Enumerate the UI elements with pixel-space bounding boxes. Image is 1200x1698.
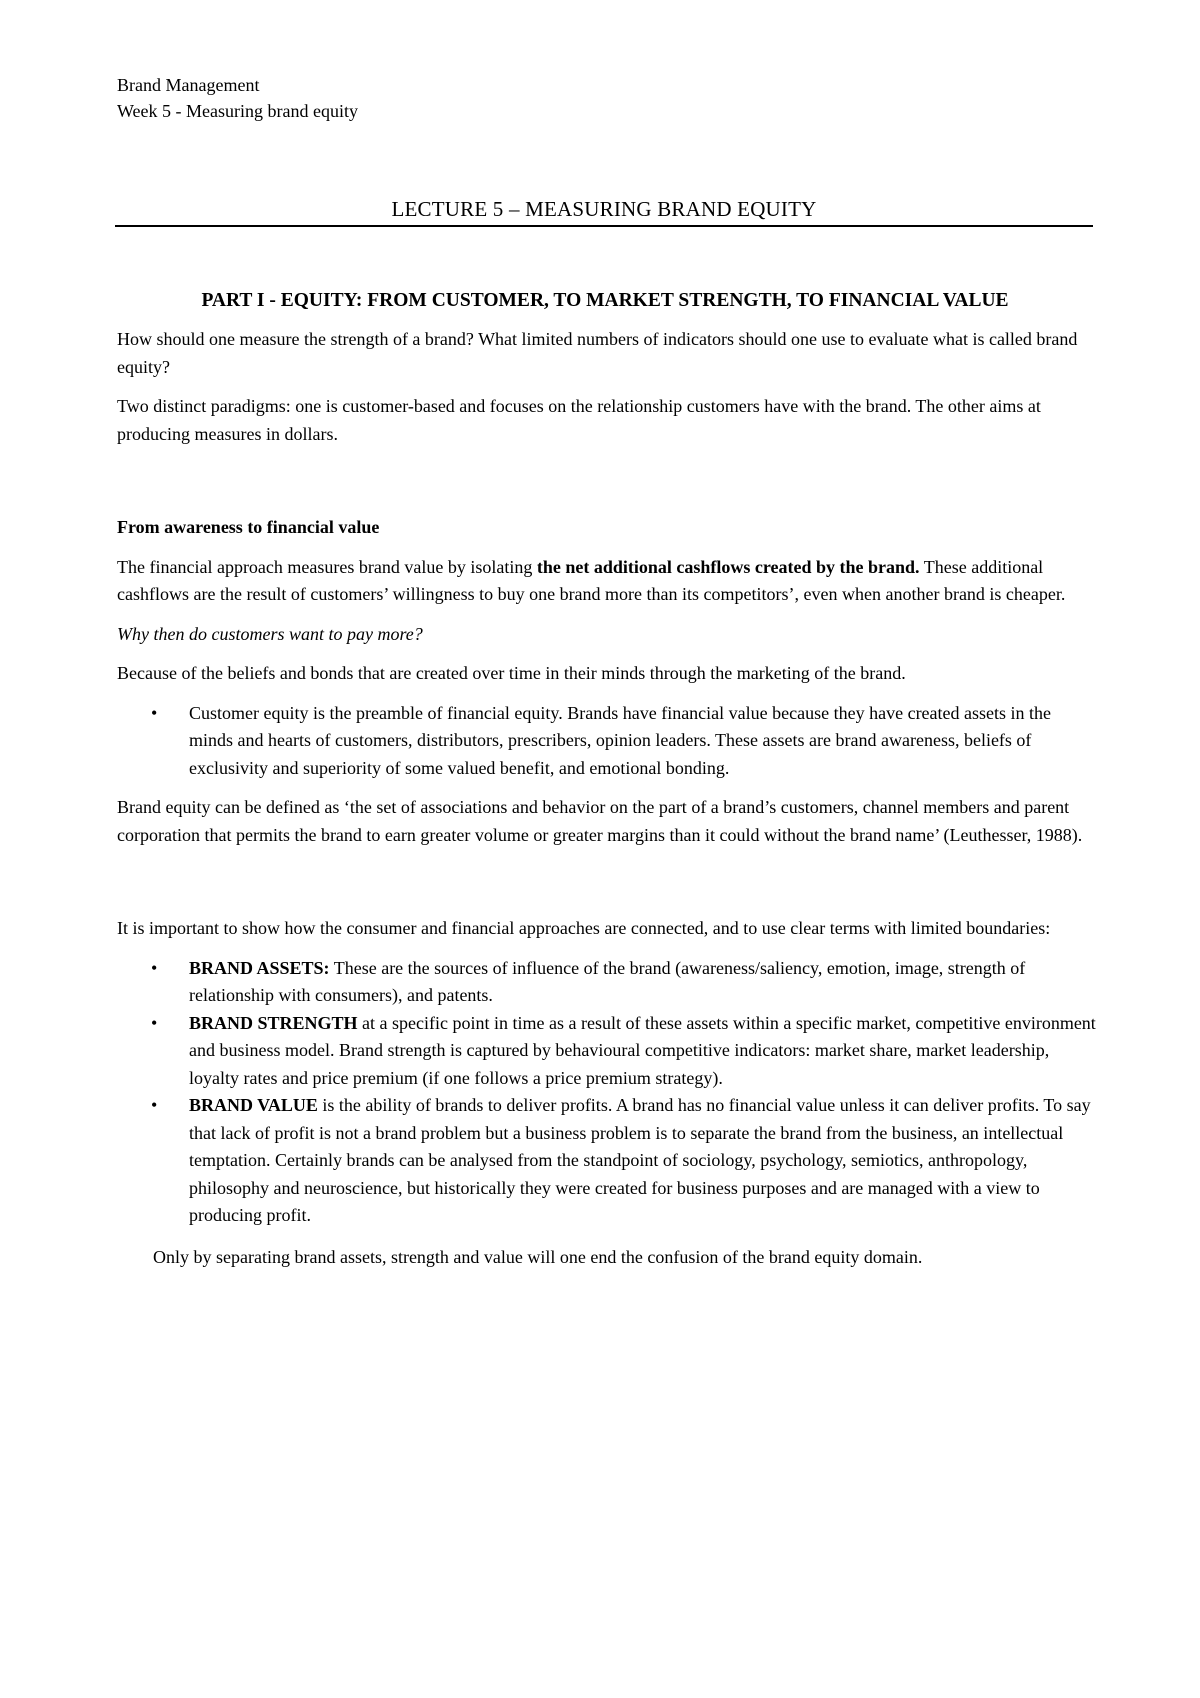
term-brand-value-text: is the ability of brands to deliver profits. A brand has no financial value unless it can deliver profits. To say that lack of profit is not a brand problem but a business problem is to separate the brand from the business, an intellectual temptation. Certainly brands can be analysed from the standpoint of sociology, psychology, semiotics, anthropology, philosophy and neuroscience, but historically they were created for business purposes and are managed with a view to producing profit. xyxy=(189,1095,1091,1225)
intro-question-paragraph: How should one measure the strength of a brand? What limited numbers of indicators should one use to evaluate what is called brand equity? xyxy=(117,329,1078,377)
header-week: Week 5 - Measuring brand equity xyxy=(117,101,358,121)
paradigms-paragraph: Two distinct paradigms: one is customer-based and focuses on the relationship customers have with the brand. The other aims at producing measures in dollars. xyxy=(117,396,1041,444)
customer-equity-text: Customer equity is the preamble of financial equity. Brands have financial value because they have created assets in the minds and hearts of customers, distributors, prescribers, opinion leaders. These assets are brand awareness, beliefs of exclusivity and superiority of some valued benefit, and emotional bonding. xyxy=(189,702,1052,778)
bullet-icon: • xyxy=(151,702,158,723)
pay-more-question-text: Why then do customers want to pay more? xyxy=(117,623,423,644)
header-course: Brand Management xyxy=(117,75,260,95)
list-item xyxy=(117,1010,1097,1093)
list-item xyxy=(117,1092,1097,1230)
bullet-icon: • xyxy=(151,957,158,978)
term-brand-value: BRAND VALUE xyxy=(189,1095,318,1115)
beliefs-paragraph: Because of the beliefs and bonds that are created over time in their minds through the marketing of the brand. xyxy=(117,663,906,683)
title-underline xyxy=(115,225,1093,227)
customer-equity-list xyxy=(117,700,1097,783)
list-item xyxy=(117,700,1097,783)
part-heading: PART I - EQUITY: FROM CUSTOMER, TO MARKET STRENGTH, TO FINANCIAL VALUE xyxy=(201,290,1009,311)
lecture-title: LECTURE 5 – MEASURING BRAND EQUITY xyxy=(391,197,817,221)
terms-list xyxy=(117,955,1097,1230)
financial-approach-text-a: The financial approach measures brand value by isolating xyxy=(117,556,537,577)
term-brand-strength-text: at a specific point in time as a result of these assets within a specific market, competitive environment and business model. Brand strength is captured by behavioural competitive indicators: market share, market leadership, loyalty rates and price premium (if one follows a price premium strategy). xyxy=(189,1012,1096,1088)
financial-approach-paragraph xyxy=(117,554,1097,609)
document-body xyxy=(117,288,1097,1283)
list-item xyxy=(117,955,1097,1010)
term-brand-assets-text: These are the sources of influence of the brand (awareness/saliency, emotion, image, strength of relationship with consumers), and patents. xyxy=(189,957,1026,1005)
closing-paragraph: Only by separating brand assets, strength and value will one end the confusion of the brand equity domain. xyxy=(153,1246,923,1267)
section-heading-awareness: From awareness to financial value xyxy=(117,517,380,537)
pay-more-question xyxy=(117,621,1097,649)
bullet-icon: • xyxy=(151,1012,158,1033)
title-block xyxy=(115,196,1093,227)
bullet-icon: • xyxy=(151,1095,158,1115)
brand-equity-definition-paragraph: Brand equity can be defined as ‘the set of associations and behavior on the part of a brand’s customers, channel members and parent corporation that permits the brand to earn greater volume or greater margins than it could without the brand name’ (Leuthesser, 1988). xyxy=(117,797,1083,845)
financial-approach-bold: the net additional cashflows created by the brand. xyxy=(536,556,920,577)
approaches-intro-paragraph: It is important to show how the consumer and financial approaches are connected, and to use clear terms with limited boundaries: xyxy=(117,918,1051,938)
term-brand-strength: BRAND STRENGTH xyxy=(189,1012,358,1033)
term-brand-assets: BRAND ASSETS: xyxy=(189,957,330,978)
financial-approach-text-b: These additional cashflows are the result of customers’ willingness to buy one brand more than its competitors’, even when another brand is cheaper. xyxy=(117,556,1066,604)
document-header xyxy=(117,72,358,124)
